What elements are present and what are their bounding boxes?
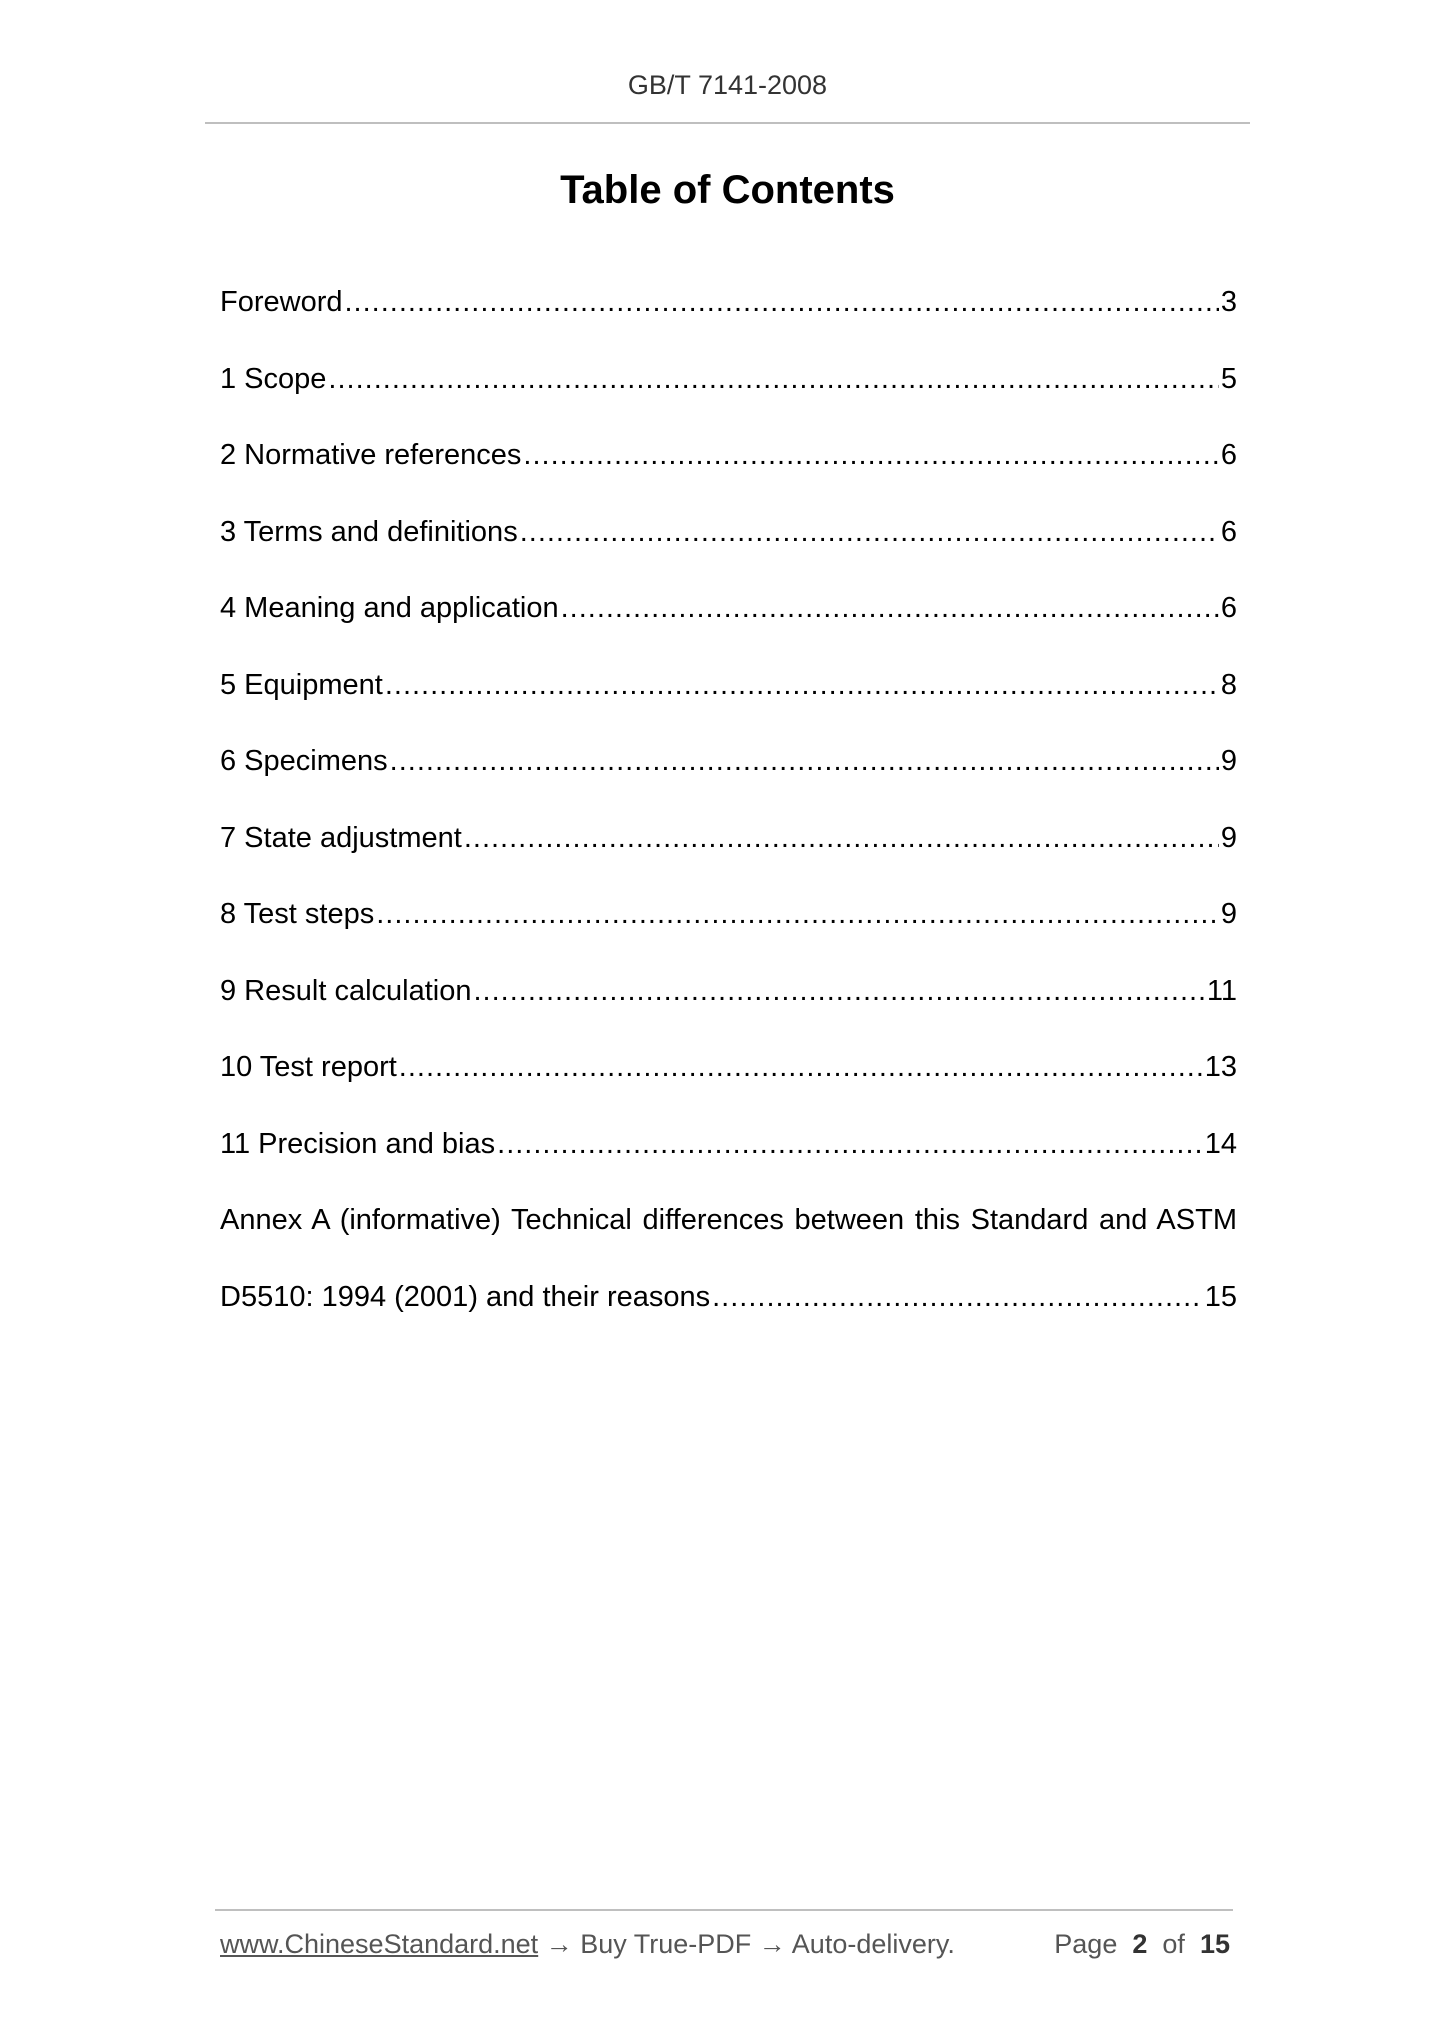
toc-leader-dots	[561, 592, 1219, 625]
toc-entry-label: 4 Meaning and application	[220, 592, 559, 624]
toc-entry-annex-a-line2[interactable]	[220, 1281, 1237, 1358]
toc-entry-meaning-and-application[interactable]	[220, 592, 1237, 669]
footer-promo	[220, 1929, 955, 1960]
footer-divider	[215, 1909, 1233, 1911]
toc-entry-page: 6	[1220, 515, 1237, 548]
toc-entry-page: 9	[1220, 898, 1237, 930]
toc-entry-label: 9 Result calculation	[220, 974, 472, 1007]
toc-entry-label: 5 Equipment	[220, 668, 383, 701]
toc-entry-normative-references[interactable]	[220, 439, 1237, 516]
header-divider	[205, 122, 1250, 124]
toc-entry-label: 8 Test steps	[220, 898, 375, 930]
toc-leader-dots	[328, 363, 1218, 396]
buy-text: Buy True-PDF	[580, 1929, 752, 1959]
toc-leader-dots	[464, 822, 1219, 855]
of-word: of	[1162, 1929, 1185, 1959]
toc-leader-dots	[345, 286, 1219, 319]
current-page: 2	[1132, 1929, 1148, 1959]
standard-code: GB/T 7141-2008	[627, 70, 828, 100]
document-footer	[220, 1929, 1230, 1960]
toc-entry-result-calculation[interactable]	[220, 975, 1237, 1052]
page-word: Page	[1054, 1929, 1118, 1959]
toc-entry-specimens[interactable]	[220, 745, 1237, 822]
toc-title: Table of Contents	[560, 168, 895, 212]
toc-annex-label-line2: D5510: 1994 (2001) and their reasons	[220, 1280, 711, 1313]
document-header	[205, 70, 1250, 101]
toc-entry-scope[interactable]	[220, 363, 1237, 440]
toc-entry-page: 13	[1204, 1051, 1237, 1083]
arrow-icon: →	[545, 1929, 573, 1959]
toc-entry-label: 10 Test report	[220, 1051, 397, 1083]
toc-entry-page: 6	[1220, 439, 1237, 471]
toc-entry-annex-a-line1[interactable]	[220, 1204, 1237, 1281]
toc-annex-label-line1: Annex A (informative) Technical differences between this Standard and ASTM	[220, 1204, 1237, 1236]
toc-entry-label: 2 Normative references	[220, 439, 522, 471]
toc-entry-foreword[interactable]	[220, 286, 1237, 363]
toc-entry-page: 9	[1220, 745, 1237, 777]
toc-entry-label: Foreword	[220, 286, 343, 318]
toc-leader-dots	[523, 439, 1218, 472]
page-indicator	[1054, 1929, 1230, 1960]
toc-entry-label: 6 Specimens	[220, 745, 388, 777]
toc-entry-label: 3 Terms and definitions	[220, 515, 518, 548]
toc-entry-page: 8	[1220, 668, 1237, 701]
toc-leader-dots	[520, 516, 1219, 549]
toc-leader-dots	[497, 1128, 1203, 1161]
total-pages: 15	[1199, 1929, 1230, 1959]
toc-leader-dots	[712, 1281, 1203, 1314]
toc-leader-dots	[399, 1051, 1203, 1084]
toc-entry-label: 7 State adjustment	[220, 821, 462, 854]
toc-entry-precision-and-bias[interactable]	[220, 1128, 1237, 1205]
toc-leader-dots	[473, 975, 1204, 1008]
toc-entry-state-adjustment[interactable]	[220, 822, 1237, 899]
toc-entry-terms-and-definitions[interactable]	[220, 516, 1237, 593]
toc-entry-page: 11	[1206, 974, 1237, 1007]
toc-entry-page: 3	[1220, 286, 1237, 318]
toc-entry-test-report[interactable]	[220, 1051, 1237, 1128]
site-link[interactable]: www.ChineseStandard.net	[220, 1929, 539, 1959]
toc-entry-page: 14	[1204, 1127, 1237, 1160]
toc-entry-test-steps[interactable]	[220, 898, 1237, 975]
toc-entry-page: 9	[1220, 821, 1237, 854]
toc-leader-dots	[376, 898, 1219, 931]
delivery-text: Auto-delivery.	[791, 1929, 955, 1959]
toc-entry-label: 11 Precision and bias	[220, 1127, 496, 1160]
arrow-icon: →	[758, 1929, 786, 1959]
toc-leader-dots	[390, 745, 1219, 778]
table-of-contents	[220, 286, 1237, 1357]
toc-entry-equipment[interactable]	[220, 669, 1237, 746]
toc-entry-page: 5	[1220, 362, 1237, 395]
toc-entry-label: 1 Scope	[220, 362, 327, 395]
toc-entry-page: 6	[1220, 592, 1237, 624]
toc-entry-page: 15	[1204, 1280, 1237, 1313]
toc-leader-dots	[385, 669, 1219, 702]
